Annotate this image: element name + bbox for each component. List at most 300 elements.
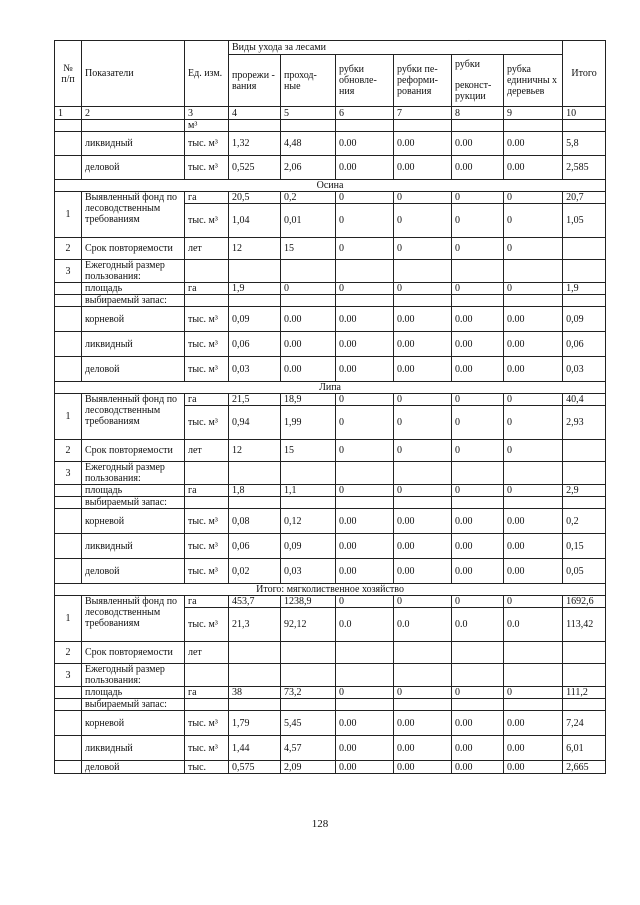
column-number-10: 10: [563, 107, 606, 120]
header-reforming: рубки пе- реформи- рования: [394, 55, 452, 107]
business-value: 2,09: [281, 761, 336, 774]
area-value: 0: [394, 283, 452, 295]
period-value: 15: [281, 440, 336, 462]
area-value: 73,2: [281, 687, 336, 699]
liquid-value: 0,06: [229, 534, 281, 559]
area-value: 38: [229, 687, 281, 699]
stock-empty: [281, 699, 336, 711]
annual-empty: [504, 462, 563, 485]
pre-unit-num: [55, 120, 82, 132]
pre-row-unit: тыс. м³: [185, 156, 229, 180]
row-num-empty: [55, 307, 82, 332]
fund-ha-value: 0: [504, 394, 563, 406]
stock-empty: [394, 497, 452, 509]
annual-empty: [281, 664, 336, 687]
period-row-2: [55, 440, 606, 462]
liquid-value: 0.00: [452, 534, 504, 559]
fund-k-value: 1,05: [563, 204, 606, 238]
header-thinning: прорежи - вания: [229, 55, 281, 107]
area-row-1: [55, 283, 606, 295]
fund-k-value: 0: [504, 406, 563, 440]
row-num-empty: [55, 699, 82, 711]
area-value: 0: [452, 687, 504, 699]
fund-k-value: 2,93: [563, 406, 606, 440]
stock-empty: [504, 295, 563, 307]
pre-row-value: 0.00: [452, 132, 504, 156]
unit-ha: га: [185, 283, 229, 295]
fund-ha-value: 0: [504, 192, 563, 204]
fund-ha-value: 0: [452, 192, 504, 204]
period-value: [281, 642, 336, 664]
business-value: 0.00: [504, 559, 563, 584]
area-value: 2,9: [563, 485, 606, 497]
fund-ha-value: 20,5: [229, 192, 281, 204]
annual-empty: [281, 260, 336, 283]
pre-unit-label: [82, 120, 185, 132]
liquid-value: 0.00: [504, 332, 563, 357]
liquid-value: 0.00: [394, 332, 452, 357]
unit-ha: га: [185, 687, 229, 699]
row-num: 2: [55, 642, 82, 664]
unit-years: лет: [185, 238, 229, 260]
pre-unit-empty-0: [229, 120, 281, 132]
pre-unit-empty-6: [563, 120, 606, 132]
header-passage: проход- ные: [281, 55, 336, 107]
period-value: 0: [504, 238, 563, 260]
fund-k-value: 0,94: [229, 406, 281, 440]
annual-empty: [281, 462, 336, 485]
period-value: [563, 238, 606, 260]
fund-ha-value: 40,4: [563, 394, 606, 406]
area-value: 1,9: [229, 283, 281, 295]
pre-unit-empty-1: [281, 120, 336, 132]
annual-empty: [563, 260, 606, 283]
unit-k: тыс. м³: [185, 534, 229, 559]
business-value: 0.00: [504, 761, 563, 774]
annual-empty: [394, 260, 452, 283]
row-num: 3: [55, 260, 82, 283]
period-value: 0: [394, 440, 452, 462]
fund-k-value: 0.0: [504, 608, 563, 642]
business-row-3: [55, 761, 606, 774]
header-reconstruction-b: реконст- рукции: [455, 80, 492, 102]
fund-k-value: 0: [504, 204, 563, 238]
liquid-value: 0.00: [336, 332, 394, 357]
fund-ha-value: 0: [394, 596, 452, 608]
stock-empty: [336, 295, 394, 307]
column-number-4: 4: [229, 107, 281, 120]
unit-k: тыс. м³: [185, 332, 229, 357]
unit-years: лет: [185, 440, 229, 462]
fund-ha-value: 0: [452, 596, 504, 608]
area-value: 0: [504, 687, 563, 699]
business-value: 0,03: [281, 559, 336, 584]
fund-ha-value: 453,7: [229, 596, 281, 608]
pre-row-value: 5,8: [563, 132, 606, 156]
stock-empty: [452, 699, 504, 711]
fund-k-value: 0.0: [336, 608, 394, 642]
business-value: 0.00: [336, 761, 394, 774]
liquid-row-3: [55, 736, 606, 761]
business-label: деловой: [82, 761, 185, 774]
fund-ha-value: 0: [394, 394, 452, 406]
fund-k-value: 0: [336, 204, 394, 238]
fund-k-value: 0: [452, 204, 504, 238]
pre-row-value: 0.00: [504, 132, 563, 156]
stock-empty: [563, 497, 606, 509]
area-value: 0: [394, 687, 452, 699]
row-num-empty: [55, 711, 82, 736]
column-number-3: 3: [185, 107, 229, 120]
pre-row-value: 0.00: [336, 156, 394, 180]
unit-ha: га: [185, 485, 229, 497]
row-num: 2: [55, 440, 82, 462]
area-value: 0: [504, 283, 563, 295]
header-num: № п/п: [55, 41, 82, 107]
row-num: 3: [55, 462, 82, 485]
root-label: корневой: [82, 509, 185, 534]
stock-empty: [452, 497, 504, 509]
area-value: 0: [336, 283, 394, 295]
business-row-2: [55, 559, 606, 584]
business-label: деловой: [82, 559, 185, 584]
fund-ha-value: 0: [336, 394, 394, 406]
fund-k-value: 0: [394, 406, 452, 440]
row-num-empty: [55, 485, 82, 497]
stock-empty: [563, 699, 606, 711]
period-label: Срок повторяемости: [82, 440, 185, 462]
fund-ha-value: 0: [394, 192, 452, 204]
period-value: 15: [281, 238, 336, 260]
unit-ha: га: [185, 192, 229, 204]
table-body: [55, 41, 606, 774]
row-num: 1: [55, 394, 82, 440]
stock-label: выбираемый запас:: [82, 295, 185, 307]
pre-row-value: 2,06: [281, 156, 336, 180]
header-total: Итого: [563, 41, 606, 107]
fund-ha-row-2: [55, 394, 606, 406]
stock-empty: [394, 699, 452, 711]
root-row-2: [55, 509, 606, 534]
liquid-label: ликвидный: [82, 534, 185, 559]
pre-unit-cell: м³: [185, 120, 229, 132]
period-label: Срок повторяемости: [82, 238, 185, 260]
stock-empty: [563, 295, 606, 307]
area-value: 0: [394, 485, 452, 497]
root-value: 0.00: [452, 307, 504, 332]
fund-label: Выявленный фонд по лесоводственным требованиям: [82, 192, 185, 238]
liquid-label: ликвидный: [82, 332, 185, 357]
pre-row-value: 1,32: [229, 132, 281, 156]
root-value: 0.00: [394, 307, 452, 332]
annual-empty: [336, 462, 394, 485]
area-value: 1,9: [563, 283, 606, 295]
root-value: 0.00: [504, 509, 563, 534]
root-value: 0,09: [229, 307, 281, 332]
stock-empty: [336, 699, 394, 711]
row-num-empty: [55, 295, 82, 307]
fund-k-value: 0: [394, 204, 452, 238]
section-title: Липа: [55, 382, 606, 394]
pre-unit-empty-5: [504, 120, 563, 132]
liquid-row-1: [55, 332, 606, 357]
column-number-1: 1: [55, 107, 82, 120]
period-value: [563, 642, 606, 664]
annual-empty: [452, 462, 504, 485]
period-value: 0: [336, 440, 394, 462]
row-num-empty: [55, 761, 82, 774]
area-value: 1,8: [229, 485, 281, 497]
period-value: 0: [336, 238, 394, 260]
liquid-value: 0.00: [394, 736, 452, 761]
business-value: 0,03: [563, 357, 606, 382]
liquid-value: 0.00: [336, 534, 394, 559]
period-label: Срок повторяемости: [82, 642, 185, 664]
row-num: 1: [55, 192, 82, 238]
business-value: 0,575: [229, 761, 281, 774]
pre-row-value: 0.00: [394, 156, 452, 180]
area-value: 0: [336, 485, 394, 497]
root-value: 0,08: [229, 509, 281, 534]
pre-row-num: [55, 132, 82, 156]
pre-row-1: [55, 156, 606, 180]
liquid-value: 0.00: [504, 534, 563, 559]
row-num-empty: [55, 357, 82, 382]
pre-unit-row: [55, 120, 606, 132]
unit-ha: га: [185, 596, 229, 608]
liquid-value: 0.00: [452, 736, 504, 761]
period-value: [452, 642, 504, 664]
header-reconstruction-a: рубки: [455, 59, 481, 70]
business-value: 0.00: [452, 559, 504, 584]
stock-empty: [336, 497, 394, 509]
area-value: 0: [452, 283, 504, 295]
row-num: 3: [55, 664, 82, 687]
root-value: 7,24: [563, 711, 606, 736]
liquid-label: ликвидный: [82, 736, 185, 761]
period-value: 0: [452, 440, 504, 462]
annual-label: Ежегодный размер пользования:: [82, 664, 185, 687]
stock-empty: [504, 497, 563, 509]
fund-ha-value: 21,5: [229, 394, 281, 406]
period-value: 0: [504, 440, 563, 462]
business-value: 0.00: [336, 357, 394, 382]
root-value: 5,45: [281, 711, 336, 736]
stock-empty: [185, 699, 229, 711]
fund-label: Выявленный фонд по лесоводственным требованиям: [82, 394, 185, 440]
liquid-value: 0.00: [504, 736, 563, 761]
root-value: 0.00: [504, 711, 563, 736]
row-num: 2: [55, 238, 82, 260]
area-value: 0: [452, 485, 504, 497]
fund-ha-value: 0: [336, 192, 394, 204]
row-num-empty: [55, 736, 82, 761]
business-value: 0.00: [452, 357, 504, 382]
fund-k-value: 21,3: [229, 608, 281, 642]
fund-ha-value: 0: [452, 394, 504, 406]
annual-empty: [394, 462, 452, 485]
root-value: 0,2: [563, 509, 606, 534]
business-value: 0,03: [229, 357, 281, 382]
stock-empty: [185, 295, 229, 307]
area-label: площадь: [82, 687, 185, 699]
unit-k: тыс. м³: [185, 204, 229, 238]
pre-unit-empty-3: [394, 120, 452, 132]
stock-empty: [229, 699, 281, 711]
liquid-value: 0.00: [336, 736, 394, 761]
header-unit: Ед. изм.: [185, 41, 229, 107]
row-num: 1: [55, 596, 82, 642]
stock-row-2: [55, 497, 606, 509]
root-value: 1,79: [229, 711, 281, 736]
section-title: Осина: [55, 180, 606, 192]
stock-empty: [185, 497, 229, 509]
column-number-6: 6: [336, 107, 394, 120]
period-value: [336, 642, 394, 664]
business-value: 0.00: [336, 559, 394, 584]
unit-k: тыс. м³: [185, 559, 229, 584]
unit-k: тыс. м³: [185, 406, 229, 440]
period-row-1: [55, 238, 606, 260]
fund-k-value: 92,12: [281, 608, 336, 642]
pre-row-value: 0.00: [394, 132, 452, 156]
row-num-empty: [55, 687, 82, 699]
stock-empty: [452, 295, 504, 307]
root-value: 0,12: [281, 509, 336, 534]
section-title-row-2: [55, 382, 606, 394]
fund-ha-value: 0: [504, 596, 563, 608]
unit-k: тыс. м³: [185, 608, 229, 642]
annual-empty: [394, 664, 452, 687]
root-value: 0.00: [452, 509, 504, 534]
liquid-value: 0,06: [563, 332, 606, 357]
column-number-5: 5: [281, 107, 336, 120]
pre-row-unit: тыс. м³: [185, 132, 229, 156]
area-label: площадь: [82, 485, 185, 497]
column-number-2: 2: [82, 107, 185, 120]
liquid-value: 0.00: [394, 534, 452, 559]
column-number-8: 8: [452, 107, 504, 120]
pre-row-0: [55, 132, 606, 156]
annual-empty: [563, 664, 606, 687]
annual-row-1: [55, 260, 606, 283]
row-num-empty: [55, 534, 82, 559]
unit-k: тыс. м³: [185, 307, 229, 332]
unit-k: тыс. м³: [185, 736, 229, 761]
area-value: 0: [336, 687, 394, 699]
period-value: 12: [229, 238, 281, 260]
liquid-value: 1,44: [229, 736, 281, 761]
business-value: 0,05: [563, 559, 606, 584]
period-value: [394, 642, 452, 664]
header-group: Виды ухода за лесами: [229, 41, 563, 55]
page-number: 128: [311, 818, 329, 830]
stock-empty: [229, 497, 281, 509]
pre-row-value: 0,525: [229, 156, 281, 180]
unit-years: лет: [185, 642, 229, 664]
period-value: 0: [394, 238, 452, 260]
annual-empty: [336, 260, 394, 283]
stock-label: выбираемый запас:: [82, 497, 185, 509]
liquid-value: 0,15: [563, 534, 606, 559]
unit-k: тыс.: [185, 761, 229, 774]
stock-empty: [281, 497, 336, 509]
business-label: деловой: [82, 357, 185, 382]
period-value: [229, 642, 281, 664]
business-value: 0.00: [394, 761, 452, 774]
root-value: 0.00: [336, 307, 394, 332]
header-row-top: [55, 41, 606, 55]
annual-empty: [504, 664, 563, 687]
annual-row-2: [55, 462, 606, 485]
fund-k-value: 1,04: [229, 204, 281, 238]
fund-k-value: 113,42: [563, 608, 606, 642]
annual-label: Ежегодный размер пользования:: [82, 260, 185, 283]
row-num-empty: [55, 559, 82, 584]
stock-label: выбираемый запас:: [82, 699, 185, 711]
pre-unit-empty-4: [452, 120, 504, 132]
annual-empty: [563, 462, 606, 485]
root-value: 0,09: [563, 307, 606, 332]
liquid-value: 0,06: [229, 332, 281, 357]
stock-empty: [394, 295, 452, 307]
section-title-row-1: [55, 180, 606, 192]
stock-row-1: [55, 295, 606, 307]
pre-row-value: 2,585: [563, 156, 606, 180]
header-indicator: Показатели: [82, 41, 185, 107]
pre-row-label: деловой: [82, 156, 185, 180]
period-value: [504, 642, 563, 664]
root-label: корневой: [82, 307, 185, 332]
stock-row-3: [55, 699, 606, 711]
scan-mark: ·: [468, 38, 470, 44]
header-single-tree: рубка единичны х деревьев: [504, 55, 563, 107]
fund-ha-value: 1692,6: [563, 596, 606, 608]
business-value: 2,665: [563, 761, 606, 774]
section-title-row-3: [55, 584, 606, 596]
unit-k: тыс. м³: [185, 711, 229, 736]
fund-ha-value: 1238,9: [281, 596, 336, 608]
root-value: 0.00: [452, 711, 504, 736]
area-value: 111,2: [563, 687, 606, 699]
unit-ha: га: [185, 394, 229, 406]
liquid-row-2: [55, 534, 606, 559]
annual-empty: [185, 260, 229, 283]
root-value: 0.00: [394, 711, 452, 736]
business-value: 0.00: [394, 559, 452, 584]
annual-empty: [452, 260, 504, 283]
annual-empty: [185, 462, 229, 485]
root-value: 0.00: [336, 711, 394, 736]
unit-k: тыс. м³: [185, 509, 229, 534]
area-value: 0: [504, 485, 563, 497]
pre-row-value: 4,48: [281, 132, 336, 156]
fund-ha-value: 20,7: [563, 192, 606, 204]
liquid-value: 6,01: [563, 736, 606, 761]
pre-row-label: ликвидный: [82, 132, 185, 156]
annual-empty: [452, 664, 504, 687]
area-label: площадь: [82, 283, 185, 295]
fund-ha-value: 0,2: [281, 192, 336, 204]
business-value: 0,02: [229, 559, 281, 584]
root-label: корневой: [82, 711, 185, 736]
annual-empty: [504, 260, 563, 283]
period-row-3: [55, 642, 606, 664]
period-value: [563, 440, 606, 462]
pre-row-value: 0.00: [452, 156, 504, 180]
annual-empty: [229, 664, 281, 687]
liquid-value: 0,09: [281, 534, 336, 559]
